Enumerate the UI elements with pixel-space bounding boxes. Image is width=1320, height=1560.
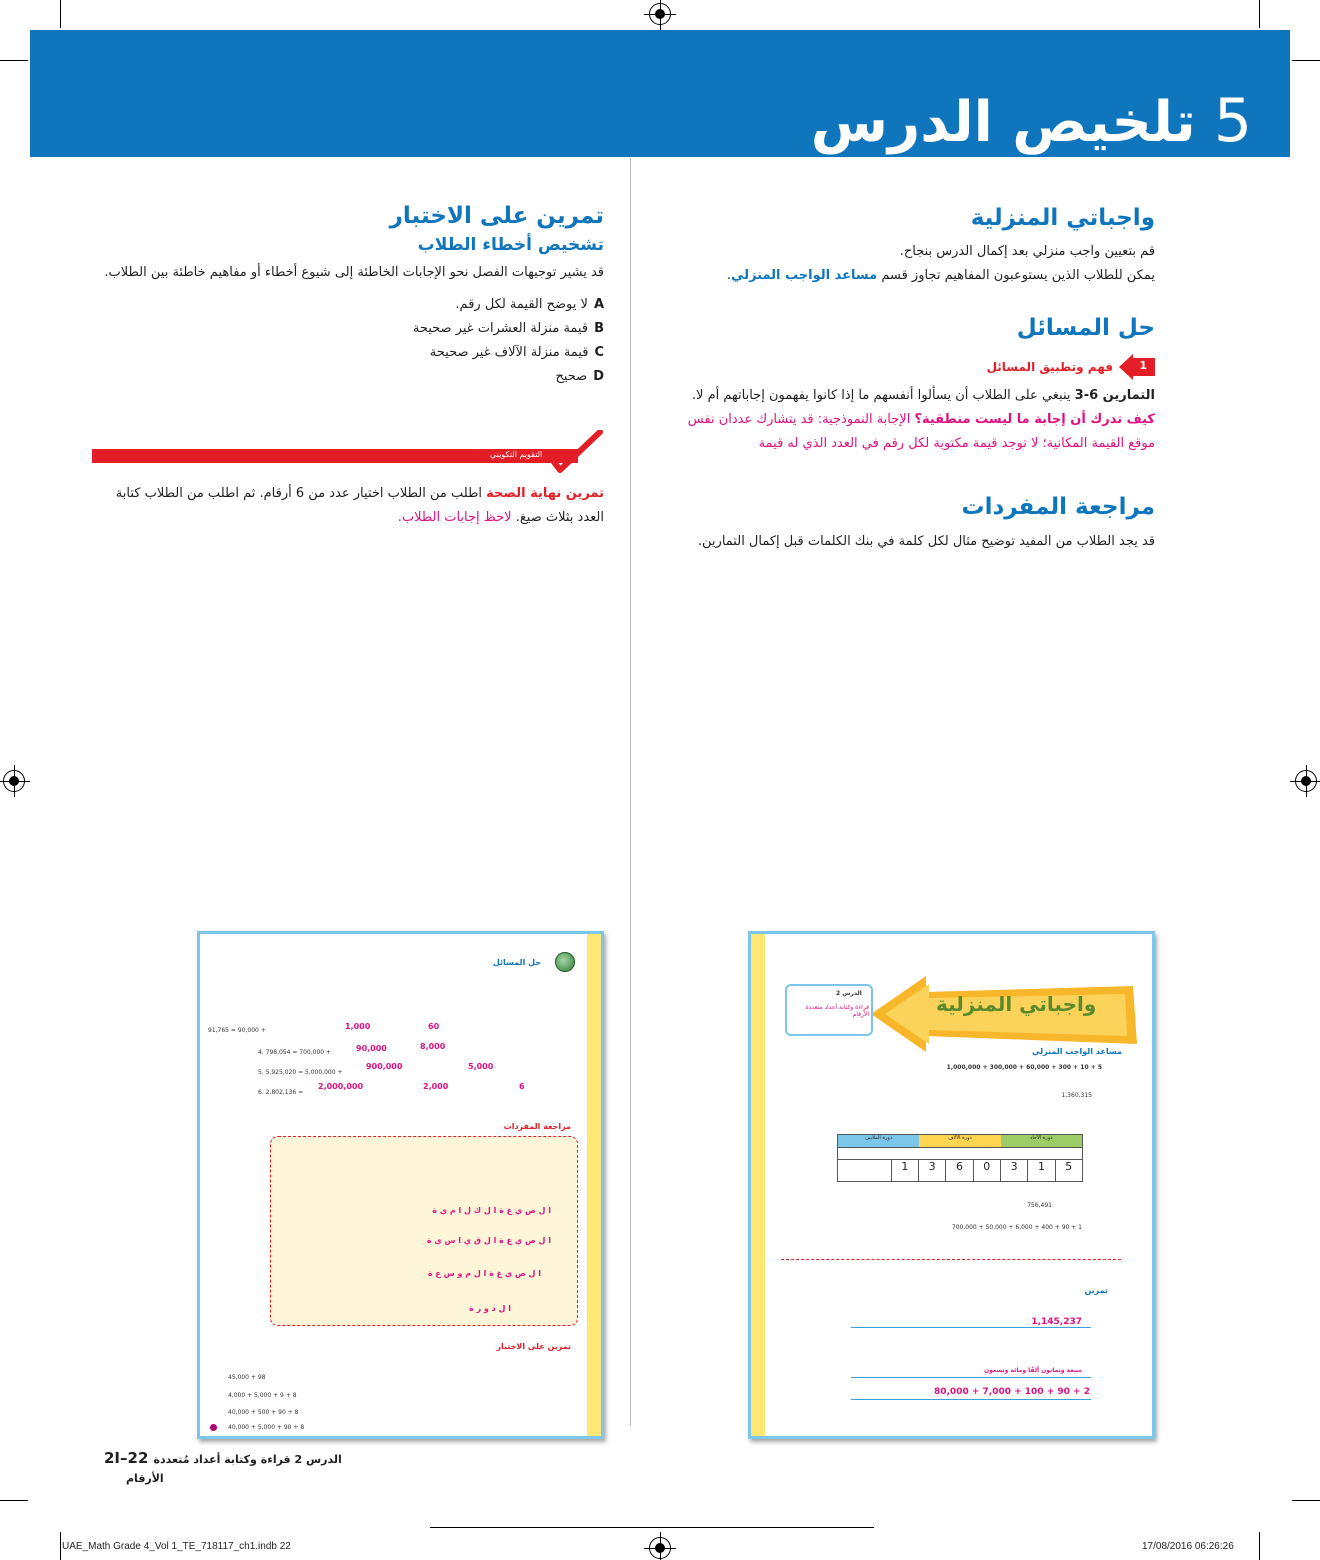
choice-letter: A [593, 297, 604, 312]
badge-row [987, 354, 1155, 380]
crop-mark [0, 60, 28, 61]
group-millions: دورة الملايين [838, 1135, 919, 1147]
crop-mark [1259, 1532, 1260, 1560]
choice-letter: B [594, 321, 604, 336]
choice-text: صحيح [555, 369, 588, 384]
crop-mark [1292, 60, 1320, 61]
formative-body: اطلب من الطلاب اختيار عدد من 6 أرقام. ثم اطلب من الطلاب كتابة العدد بثلاث صيغ. [115, 486, 604, 525]
banner-number: 5 [1213, 86, 1252, 156]
banner-text: تلخيص الدرس [810, 90, 1196, 155]
mc-c: 40,000 + 500 + 90 + 8 [228, 1409, 299, 1416]
thumb-word-num: 756,491 [1027, 1202, 1052, 1209]
word-9: ا ل ص ي غ ة ا ل م و س ع ة [427, 1269, 541, 1278]
red-arrow-icon [1119, 354, 1155, 380]
problem-solving-badge [675, 354, 1155, 384]
formative-paragraph [104, 482, 604, 530]
yellow-edge [587, 934, 601, 1436]
thumb-expanded-2: 700,000 + 50,000 + 6,000 + 400 + 90 + 1 [951, 1224, 1082, 1231]
choice-b [104, 317, 604, 341]
thumb-practice-heading: تمرين [1084, 1286, 1108, 1295]
thumb-banner-title: واجباتي المنزلية [936, 992, 1097, 1016]
file-slug: UAE_Math Grade 4_Vol 1_TE_718117_ch1.indb 22 [62, 1541, 291, 1552]
group-ones: دورة الآحاد [1001, 1135, 1082, 1147]
question-answer: الإجابة النموذجية: قد يتشارك عددان نفس موقع القيمة المكانية؛ لا توجد قيمة مكتوبة لكل رقم في العدد الذي له قيمة [687, 412, 1155, 451]
homework-text [675, 240, 1155, 288]
homework-line-2-start: يمكن للطلاب الذين يستوعبون المفاهيم تجاوز قسم [877, 268, 1155, 283]
formative-label: تمرين نهاية الصحة [486, 486, 604, 501]
mc-a: 45,000 + 98 [228, 1374, 266, 1381]
registration-mark-icon [3, 770, 25, 792]
choices-list [104, 293, 604, 389]
yellow-edge [751, 934, 765, 1436]
crop-mark [0, 1500, 28, 1501]
digit-cell: 1 [1027, 1160, 1054, 1181]
digit-cell: 6 [945, 1160, 972, 1181]
thumb-expanded: 1,000,000 + 300,000 + 60,000 + 300 + 10 + 5 [946, 1064, 1102, 1071]
digit-cell: 0 [973, 1160, 1000, 1181]
group-thousands: دورة الآلاف [919, 1135, 1000, 1147]
question-line [675, 408, 1155, 456]
homework-line-2 [675, 264, 1155, 288]
page-footer [104, 1448, 404, 1486]
thumb-vocab-heading: مراجعة المفردات [503, 1122, 571, 1131]
test-practice-heading: تمرين على الاختبار [389, 203, 604, 229]
registration-mark-icon [649, 1537, 671, 1559]
digit-cell: 3 [1000, 1160, 1027, 1181]
badge-number: 1 [1139, 359, 1147, 372]
practice-page-thumbnail [197, 931, 604, 1439]
exercises-text: ينبغي على الطلاب أن يسألوا أنفسهم ما إذا كانوا يفهمون إجاباتهم أم لا. [691, 388, 1075, 403]
footer-text: الدرس 2 قراءة وكتابة أعداد مُتعددة الأرقام [126, 1453, 342, 1485]
exercises-label: التمارين 6-3 [1074, 388, 1155, 403]
formative-tag: التقويم التكويني [490, 450, 543, 459]
footer-rule [430, 1527, 874, 1528]
date-slug: 17/08/2016 06:26:26 [1142, 1541, 1234, 1552]
vocab-section [675, 494, 1155, 520]
choice-text: لا يوضح القيمة لكل رقم. [455, 297, 588, 312]
registration-mark-icon [1295, 770, 1317, 792]
vocab-heading: مراجعة المفردات [961, 494, 1155, 520]
mc-d: 40,000 + 5,000 + 90 + 8 [228, 1424, 305, 1431]
dashed-divider [781, 1259, 1121, 1260]
word-8: ا ل ص ي غ ة ا ل ق ي ا س ي ة [426, 1236, 551, 1245]
choice-a [104, 293, 604, 317]
page-number: 2I–22 [104, 1449, 149, 1467]
globe-icon [555, 952, 575, 972]
thumb-lesson: الدرس 2 [836, 990, 862, 997]
diagnose-intro: قد يشير توجيهات الفصل نحو الإجابات الخاطئة إلى شيوع أخطاء أو مفاهيم خاطئة بين الطلاب. [104, 265, 604, 280]
table-group-row [838, 1135, 1082, 1147]
vocab-box [270, 1136, 578, 1326]
answer-line [851, 1327, 1091, 1328]
row-6-b: 2,000 [423, 1082, 449, 1091]
thumb-helper-heading: مساعد الواجب المنزلي [1032, 1047, 1122, 1056]
thumb-answer-1: 1,145,237 [1031, 1317, 1082, 1327]
selected-bubble [210, 1424, 217, 1431]
exercises-line [675, 384, 1155, 408]
badge-label: فهم وتطبيق المسائل [986, 360, 1113, 374]
thumb-lesson-title: قراءة وكتابة أعداد متعددة الأرقام [805, 1004, 869, 1018]
formative-note: لاحظ إجابات الطلاب. [397, 510, 516, 525]
row-4-left: 4. 798,054 = 700,000 + [258, 1049, 332, 1056]
digit-cell: 1 [891, 1160, 918, 1181]
row-6-c: 6 [519, 1082, 525, 1091]
homework-heading: واجباتي المنزلية [970, 205, 1155, 231]
table-digit-row [838, 1159, 1082, 1181]
checkmark-icon [544, 430, 604, 474]
row-3-b: 60 [428, 1022, 440, 1031]
choice-letter: C [594, 345, 604, 360]
problem-solving-heading: حل المسائل [1016, 315, 1155, 341]
homework-line-1: قم بتعيين واجب منزلي بعد إكمال الدرس بنجاح. [899, 244, 1155, 259]
homework-line-2-end: . [726, 268, 732, 283]
vocab-paragraph: قد يجد الطلاب من المفيد توضيح مثال لكل كلمة في بنك الكلمات قبل إكمال التمارين. [697, 534, 1155, 549]
test-practice-section [104, 203, 604, 389]
choice-text: قيمة منزلة العشرات غير صحيحة [412, 321, 589, 336]
row-4-a: 90,000 [356, 1044, 387, 1053]
problem-solving-section [675, 315, 1155, 341]
vocab-text [675, 530, 1155, 554]
answer-line [851, 1377, 1091, 1378]
row-5-left: 5. 5,925,020 = 5,000,000 + [258, 1069, 343, 1076]
row-3-a: 1,000 [345, 1022, 371, 1031]
row-4-b: 8,000 [420, 1042, 446, 1051]
homework-helper-link[interactable]: مساعد الواجب المنزلي [731, 268, 878, 283]
registration-mark-icon [649, 3, 671, 25]
place-value-table [837, 1134, 1083, 1182]
crop-mark [60, 1532, 61, 1560]
diagnose-heading: تشخيص أخطاء الطلاب [417, 235, 604, 255]
problem-solving-text [675, 384, 1155, 456]
answer-line [851, 1399, 1091, 1400]
thumb-answer-2-word: سبعة وثمانون ألفًا ومائة وتسعون [984, 1367, 1082, 1374]
homework-section [675, 205, 1155, 231]
banner-title [811, 86, 1252, 156]
choice-c [104, 341, 604, 365]
question-label: كيف تدرك أن إجابة ما ليست منطقية؟ [914, 412, 1155, 427]
formative-text [104, 482, 604, 530]
word-10: ا ل د و ر ة [468, 1304, 511, 1313]
word-7: ا ل ص ي غ ة ا ل ك ل ا م ي ة [432, 1206, 551, 1215]
thumb-standard: 1,360,315 [1061, 1092, 1092, 1099]
table-header-row [838, 1147, 1082, 1159]
crop-mark [1259, 0, 1260, 28]
mc-b: 4,000 + 5,000 + 9 + 8 [228, 1392, 297, 1399]
row-6-a: 2,000,000 [318, 1082, 364, 1091]
crop-mark [60, 0, 61, 28]
row-6-left: 6. 2,802,136 = [258, 1089, 304, 1096]
lesson-banner [30, 30, 1290, 157]
row-5-a: 900,000 [366, 1062, 403, 1071]
column-divider [630, 158, 631, 1426]
digit-cell: 5 [1055, 1160, 1082, 1181]
choice-text: قيمة منزلة الآلاف غير صحيحة [429, 345, 589, 360]
row-3-left: 91,765 = 90,000 + [208, 1027, 266, 1034]
crop-mark [1292, 1500, 1320, 1501]
thumb-test-heading: تمرين على الاختبار [496, 1342, 571, 1351]
thumb-ps-heading: حل المسائل [492, 958, 541, 967]
choice-letter: D [593, 369, 604, 384]
row-5-b: 5,000 [468, 1062, 494, 1071]
choice-d [104, 365, 604, 389]
digit-cell: 3 [918, 1160, 945, 1181]
thumb-answer-2: 80,000 + 7,000 + 100 + 90 + 2 [933, 1387, 1090, 1397]
homework-page-thumbnail [748, 931, 1155, 1439]
